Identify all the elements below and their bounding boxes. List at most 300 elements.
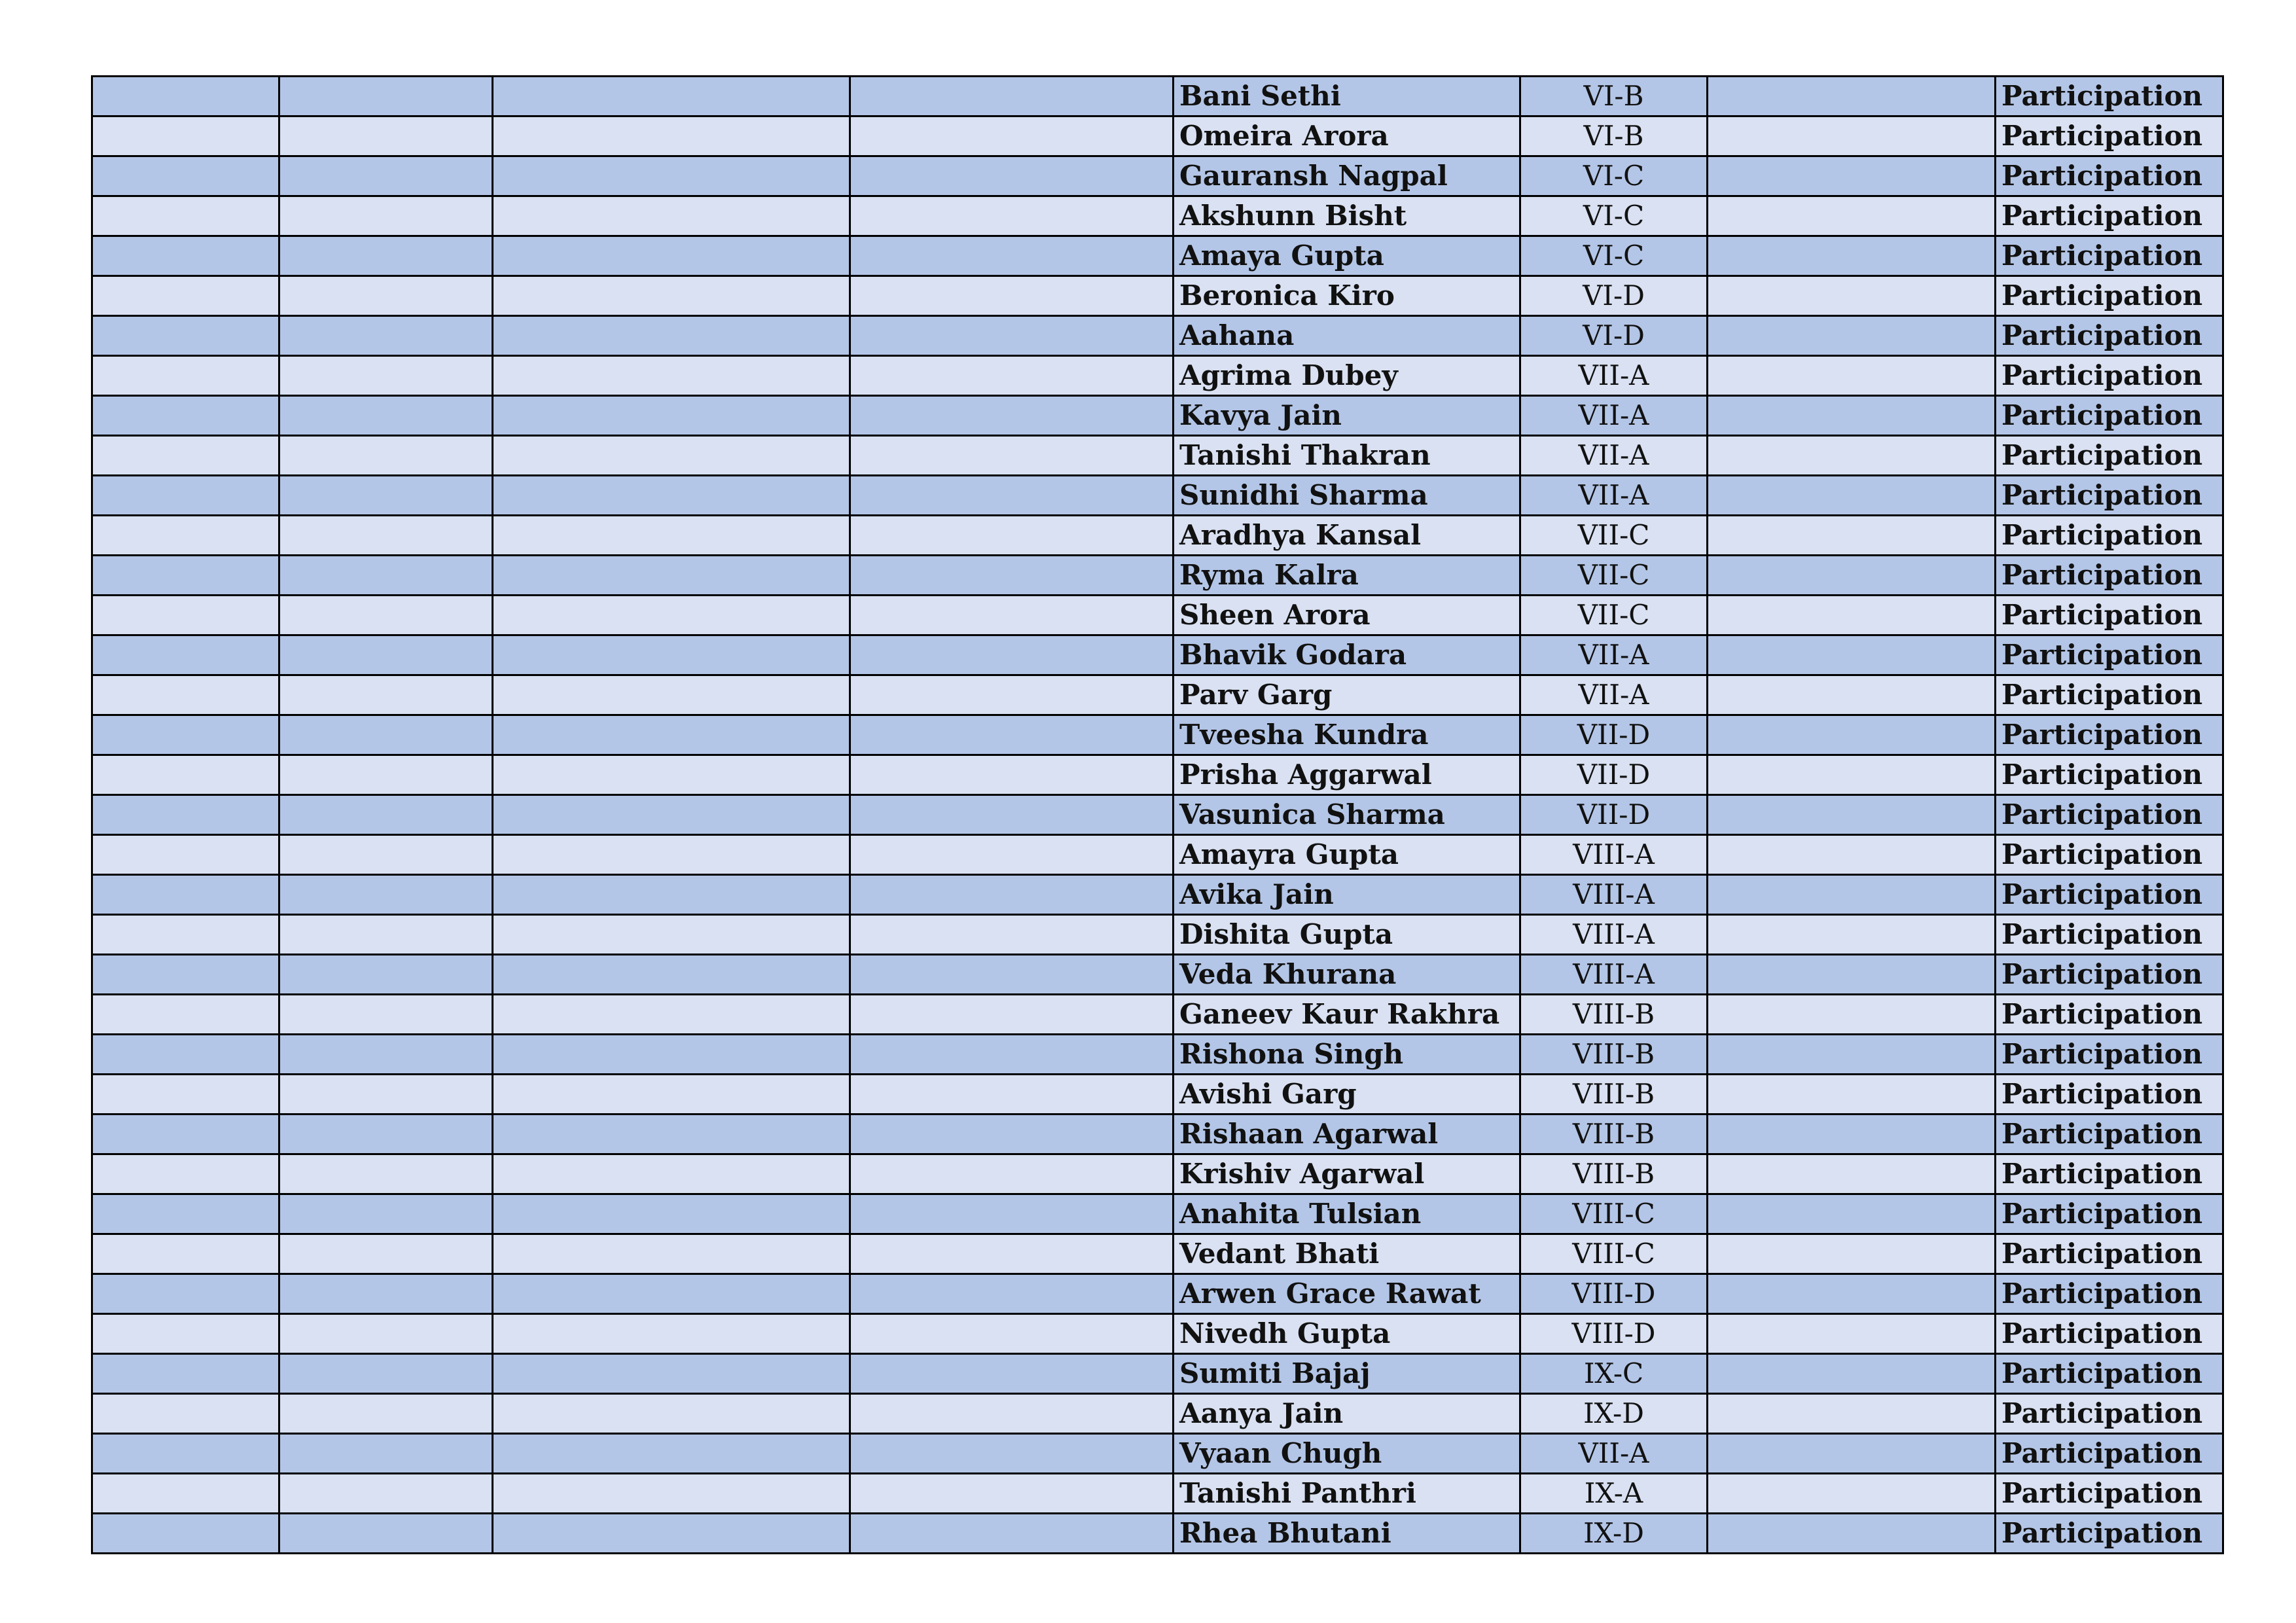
empty-cell bbox=[493, 1035, 850, 1075]
class-section-cell: VI-C bbox=[1520, 236, 1708, 276]
empty-cell bbox=[92, 995, 279, 1035]
result-cell: Participation bbox=[1996, 316, 2223, 356]
class-section-cell: VIII-B bbox=[1520, 995, 1708, 1035]
empty-cell bbox=[1708, 356, 1996, 396]
empty-cell bbox=[493, 635, 850, 675]
empty-cell bbox=[92, 675, 279, 715]
result-cell: Participation bbox=[1996, 596, 2223, 635]
empty-cell bbox=[279, 556, 493, 596]
empty-cell bbox=[1708, 715, 1996, 755]
empty-cell bbox=[1708, 1234, 1996, 1274]
class-section-cell: IX-D bbox=[1520, 1514, 1708, 1554]
student-name-cell: Agrima Dubey bbox=[1174, 356, 1520, 396]
empty-cell bbox=[1708, 436, 1996, 476]
table-row bbox=[92, 995, 2223, 1035]
empty-cell bbox=[850, 1075, 1174, 1115]
empty-cell bbox=[493, 436, 850, 476]
class-section-cell: IX-C bbox=[1520, 1354, 1708, 1394]
student-name-cell: Omeira Arora bbox=[1174, 116, 1520, 156]
empty-cell bbox=[1708, 516, 1996, 556]
class-section-cell: VIII-B bbox=[1520, 1115, 1708, 1154]
empty-cell bbox=[92, 1514, 279, 1554]
result-cell: Participation bbox=[1996, 156, 2223, 196]
empty-cell bbox=[1708, 875, 1996, 915]
table-row bbox=[92, 556, 2223, 596]
result-cell: Participation bbox=[1996, 715, 2223, 755]
empty-cell bbox=[850, 516, 1174, 556]
empty-cell bbox=[1708, 1075, 1996, 1115]
empty-cell bbox=[279, 1274, 493, 1314]
empty-cell bbox=[493, 795, 850, 835]
class-section-cell: VIII-D bbox=[1520, 1274, 1708, 1314]
empty-cell bbox=[92, 915, 279, 955]
empty-cell bbox=[493, 1274, 850, 1314]
empty-cell bbox=[1708, 77, 1996, 116]
empty-cell bbox=[92, 795, 279, 835]
empty-cell bbox=[92, 276, 279, 316]
empty-cell bbox=[1708, 1274, 1996, 1314]
table-row bbox=[92, 516, 2223, 556]
table-row bbox=[92, 436, 2223, 476]
result-cell: Participation bbox=[1996, 1115, 2223, 1154]
empty-cell bbox=[279, 276, 493, 316]
empty-cell bbox=[1708, 675, 1996, 715]
result-cell: Participation bbox=[1996, 1234, 2223, 1274]
class-section-cell: VIII-C bbox=[1520, 1234, 1708, 1274]
empty-cell bbox=[850, 1234, 1174, 1274]
participation-table bbox=[91, 75, 2224, 1554]
empty-cell bbox=[850, 236, 1174, 276]
table-row bbox=[92, 755, 2223, 795]
empty-cell bbox=[850, 1354, 1174, 1394]
empty-cell bbox=[850, 1035, 1174, 1075]
empty-cell bbox=[92, 1075, 279, 1115]
empty-cell bbox=[92, 436, 279, 476]
empty-cell bbox=[493, 396, 850, 436]
empty-cell bbox=[279, 77, 493, 116]
result-cell: Participation bbox=[1996, 1474, 2223, 1514]
empty-cell bbox=[279, 715, 493, 755]
student-name-cell: Dishita Gupta bbox=[1174, 915, 1520, 955]
student-name-cell: Tveesha Kundra bbox=[1174, 715, 1520, 755]
table-row bbox=[92, 915, 2223, 955]
result-cell: Participation bbox=[1996, 276, 2223, 316]
student-name-cell: Bani Sethi bbox=[1174, 77, 1520, 116]
table-row bbox=[92, 1314, 2223, 1354]
empty-cell bbox=[493, 1314, 850, 1354]
table-row bbox=[92, 675, 2223, 715]
result-cell: Participation bbox=[1996, 635, 2223, 675]
empty-cell bbox=[279, 1474, 493, 1514]
class-section-cell: VII-C bbox=[1520, 516, 1708, 556]
empty-cell bbox=[92, 1115, 279, 1154]
empty-cell bbox=[279, 795, 493, 835]
student-name-cell: Rishona Singh bbox=[1174, 1035, 1520, 1075]
empty-cell bbox=[493, 1115, 850, 1154]
empty-cell bbox=[92, 1354, 279, 1394]
empty-cell bbox=[493, 875, 850, 915]
empty-cell bbox=[493, 1394, 850, 1434]
student-name-cell: Avika Jain bbox=[1174, 875, 1520, 915]
empty-cell bbox=[850, 476, 1174, 516]
result-cell: Participation bbox=[1996, 436, 2223, 476]
class-section-cell: VIII-A bbox=[1520, 955, 1708, 995]
empty-cell bbox=[279, 1115, 493, 1154]
empty-cell bbox=[493, 1234, 850, 1274]
empty-cell bbox=[279, 596, 493, 635]
empty-cell bbox=[493, 955, 850, 995]
result-cell: Participation bbox=[1996, 1394, 2223, 1434]
empty-cell bbox=[279, 516, 493, 556]
result-cell: Participation bbox=[1996, 955, 2223, 995]
student-name-cell: Akshunn Bisht bbox=[1174, 196, 1520, 236]
student-name-cell: Arwen Grace Rawat bbox=[1174, 1274, 1520, 1314]
empty-cell bbox=[1708, 116, 1996, 156]
table-row bbox=[92, 1115, 2223, 1154]
empty-cell bbox=[850, 596, 1174, 635]
result-cell: Participation bbox=[1996, 835, 2223, 875]
result-cell: Participation bbox=[1996, 116, 2223, 156]
class-section-cell: VII-C bbox=[1520, 596, 1708, 635]
empty-cell bbox=[279, 1354, 493, 1394]
result-cell: Participation bbox=[1996, 476, 2223, 516]
empty-cell bbox=[92, 596, 279, 635]
empty-cell bbox=[279, 476, 493, 516]
empty-cell bbox=[92, 635, 279, 675]
empty-cell bbox=[850, 156, 1174, 196]
empty-cell bbox=[1708, 635, 1996, 675]
result-cell: Participation bbox=[1996, 196, 2223, 236]
class-section-cell: VIII-B bbox=[1520, 1075, 1708, 1115]
empty-cell bbox=[1708, 396, 1996, 436]
empty-cell bbox=[279, 116, 493, 156]
empty-cell bbox=[493, 675, 850, 715]
empty-cell bbox=[279, 1194, 493, 1234]
student-name-cell: Sunidhi Sharma bbox=[1174, 476, 1520, 516]
empty-cell bbox=[1708, 276, 1996, 316]
empty-cell bbox=[850, 1194, 1174, 1234]
student-name-cell: Avishi Garg bbox=[1174, 1075, 1520, 1115]
student-name-cell: Aradhya Kansal bbox=[1174, 516, 1520, 556]
table-row bbox=[92, 1474, 2223, 1514]
empty-cell bbox=[1708, 156, 1996, 196]
empty-cell bbox=[92, 1274, 279, 1314]
empty-cell bbox=[850, 556, 1174, 596]
student-name-cell: Gauransh Nagpal bbox=[1174, 156, 1520, 196]
empty-cell bbox=[493, 915, 850, 955]
empty-cell bbox=[493, 1194, 850, 1234]
empty-cell bbox=[493, 755, 850, 795]
result-cell: Participation bbox=[1996, 675, 2223, 715]
empty-cell bbox=[850, 875, 1174, 915]
empty-cell bbox=[92, 835, 279, 875]
empty-cell bbox=[850, 915, 1174, 955]
table-body bbox=[92, 77, 2223, 1554]
empty-cell bbox=[279, 875, 493, 915]
empty-cell bbox=[92, 236, 279, 276]
table-row bbox=[92, 1194, 2223, 1234]
table-row bbox=[92, 1075, 2223, 1115]
empty-cell bbox=[850, 1274, 1174, 1314]
table-row bbox=[92, 316, 2223, 356]
class-section-cell: VIII-B bbox=[1520, 1154, 1708, 1194]
empty-cell bbox=[493, 236, 850, 276]
empty-cell bbox=[493, 995, 850, 1035]
empty-cell bbox=[92, 1314, 279, 1354]
empty-cell bbox=[1708, 1035, 1996, 1075]
table-row bbox=[92, 1035, 2223, 1075]
empty-cell bbox=[279, 236, 493, 276]
empty-cell bbox=[1708, 835, 1996, 875]
empty-cell bbox=[1708, 556, 1996, 596]
result-cell: Participation bbox=[1996, 755, 2223, 795]
empty-cell bbox=[92, 1154, 279, 1194]
empty-cell bbox=[850, 1474, 1174, 1514]
empty-cell bbox=[493, 77, 850, 116]
table-row bbox=[92, 1354, 2223, 1394]
class-section-cell: VIII-A bbox=[1520, 835, 1708, 875]
student-name-cell: Tanishi Thakran bbox=[1174, 436, 1520, 476]
student-name-cell: Rishaan Agarwal bbox=[1174, 1115, 1520, 1154]
empty-cell bbox=[279, 1394, 493, 1434]
result-cell: Participation bbox=[1996, 236, 2223, 276]
result-cell: Participation bbox=[1996, 1434, 2223, 1474]
empty-cell bbox=[92, 476, 279, 516]
empty-cell bbox=[1708, 915, 1996, 955]
class-section-cell: VIII-A bbox=[1520, 875, 1708, 915]
table-row bbox=[92, 276, 2223, 316]
empty-cell bbox=[850, 1154, 1174, 1194]
empty-cell bbox=[92, 875, 279, 915]
empty-cell bbox=[850, 116, 1174, 156]
empty-cell bbox=[92, 1035, 279, 1075]
empty-cell bbox=[1708, 1115, 1996, 1154]
table-row bbox=[92, 196, 2223, 236]
table-row bbox=[92, 1274, 2223, 1314]
table-row bbox=[92, 156, 2223, 196]
empty-cell bbox=[493, 516, 850, 556]
empty-cell bbox=[850, 675, 1174, 715]
empty-cell bbox=[92, 715, 279, 755]
empty-cell bbox=[92, 1234, 279, 1274]
empty-cell bbox=[1708, 236, 1996, 276]
empty-cell bbox=[1708, 476, 1996, 516]
student-name-cell: Amayra Gupta bbox=[1174, 835, 1520, 875]
empty-cell bbox=[279, 1035, 493, 1075]
class-section-cell: VII-C bbox=[1520, 556, 1708, 596]
empty-cell bbox=[279, 635, 493, 675]
empty-cell bbox=[279, 356, 493, 396]
table-row bbox=[92, 396, 2223, 436]
empty-cell bbox=[92, 156, 279, 196]
empty-cell bbox=[279, 156, 493, 196]
empty-cell bbox=[850, 955, 1174, 995]
empty-cell bbox=[92, 196, 279, 236]
empty-cell bbox=[92, 1474, 279, 1514]
student-name-cell: Amaya Gupta bbox=[1174, 236, 1520, 276]
table-row bbox=[92, 835, 2223, 875]
table-row bbox=[92, 635, 2223, 675]
table-row bbox=[92, 596, 2223, 635]
table-row bbox=[92, 1154, 2223, 1194]
empty-cell bbox=[850, 795, 1174, 835]
empty-cell bbox=[92, 77, 279, 116]
result-cell: Participation bbox=[1996, 516, 2223, 556]
empty-cell bbox=[493, 715, 850, 755]
empty-cell bbox=[493, 596, 850, 635]
empty-cell bbox=[850, 316, 1174, 356]
empty-cell bbox=[279, 955, 493, 995]
class-section-cell: VII-A bbox=[1520, 1434, 1708, 1474]
empty-cell bbox=[850, 1314, 1174, 1354]
empty-cell bbox=[1708, 1434, 1996, 1474]
result-cell: Participation bbox=[1996, 795, 2223, 835]
empty-cell bbox=[850, 276, 1174, 316]
empty-cell bbox=[493, 276, 850, 316]
table-row bbox=[92, 1514, 2223, 1554]
class-section-cell: VI-D bbox=[1520, 276, 1708, 316]
empty-cell bbox=[1708, 1474, 1996, 1514]
empty-cell bbox=[1708, 1194, 1996, 1234]
table-row bbox=[92, 1434, 2223, 1474]
empty-cell bbox=[279, 436, 493, 476]
result-cell: Participation bbox=[1996, 1274, 2223, 1314]
class-section-cell: VII-A bbox=[1520, 396, 1708, 436]
empty-cell bbox=[493, 1354, 850, 1394]
empty-cell bbox=[92, 516, 279, 556]
empty-cell bbox=[850, 436, 1174, 476]
empty-cell bbox=[850, 356, 1174, 396]
empty-cell bbox=[92, 556, 279, 596]
result-cell: Participation bbox=[1996, 396, 2223, 436]
empty-cell bbox=[850, 835, 1174, 875]
empty-cell bbox=[850, 396, 1174, 436]
student-name-cell: Sheen Arora bbox=[1174, 596, 1520, 635]
class-section-cell: VIII-B bbox=[1520, 1035, 1708, 1075]
empty-cell bbox=[279, 1434, 493, 1474]
empty-cell bbox=[1708, 1394, 1996, 1434]
empty-cell bbox=[1708, 596, 1996, 635]
empty-cell bbox=[493, 1514, 850, 1554]
empty-cell bbox=[279, 1514, 493, 1554]
class-section-cell: VII-A bbox=[1520, 476, 1708, 516]
class-section-cell: VI-C bbox=[1520, 156, 1708, 196]
empty-cell bbox=[279, 316, 493, 356]
empty-cell bbox=[850, 196, 1174, 236]
table-row bbox=[92, 77, 2223, 116]
empty-cell bbox=[92, 1394, 279, 1434]
class-section-cell: VII-D bbox=[1520, 715, 1708, 755]
result-cell: Participation bbox=[1996, 1154, 2223, 1194]
empty-cell bbox=[279, 1075, 493, 1115]
student-name-cell: Aanya Jain bbox=[1174, 1394, 1520, 1434]
empty-cell bbox=[1708, 1354, 1996, 1394]
student-name-cell: Tanishi Panthri bbox=[1174, 1474, 1520, 1514]
empty-cell bbox=[92, 955, 279, 995]
class-section-cell: VI-B bbox=[1520, 116, 1708, 156]
empty-cell bbox=[493, 1075, 850, 1115]
class-section-cell: VII-A bbox=[1520, 635, 1708, 675]
empty-cell bbox=[92, 1434, 279, 1474]
empty-cell bbox=[850, 635, 1174, 675]
result-cell: Participation bbox=[1996, 77, 2223, 116]
student-name-cell: Parv Garg bbox=[1174, 675, 1520, 715]
empty-cell bbox=[493, 116, 850, 156]
empty-cell bbox=[493, 476, 850, 516]
result-cell: Participation bbox=[1996, 1035, 2223, 1075]
result-cell: Participation bbox=[1996, 995, 2223, 1035]
table-row bbox=[92, 236, 2223, 276]
table-row bbox=[92, 1394, 2223, 1434]
result-cell: Participation bbox=[1996, 875, 2223, 915]
result-cell: Participation bbox=[1996, 1354, 2223, 1394]
result-cell: Participation bbox=[1996, 556, 2223, 596]
class-section-cell: VI-D bbox=[1520, 316, 1708, 356]
table-row bbox=[92, 875, 2223, 915]
empty-cell bbox=[850, 1514, 1174, 1554]
table-row bbox=[92, 116, 2223, 156]
empty-cell bbox=[279, 196, 493, 236]
empty-cell bbox=[493, 316, 850, 356]
student-name-cell: Nivedh Gupta bbox=[1174, 1314, 1520, 1354]
result-cell: Participation bbox=[1996, 1514, 2223, 1554]
table-row bbox=[92, 715, 2223, 755]
student-name-cell: Vyaan Chugh bbox=[1174, 1434, 1520, 1474]
student-name-cell: Sumiti Bajaj bbox=[1174, 1354, 1520, 1394]
empty-cell bbox=[1708, 795, 1996, 835]
empty-cell bbox=[493, 1434, 850, 1474]
table-row bbox=[92, 795, 2223, 835]
empty-cell bbox=[92, 356, 279, 396]
result-cell: Participation bbox=[1996, 1075, 2223, 1115]
student-name-cell: Prisha Aggarwal bbox=[1174, 755, 1520, 795]
table-row bbox=[92, 955, 2223, 995]
student-name-cell: Beronica Kiro bbox=[1174, 276, 1520, 316]
table-row bbox=[92, 356, 2223, 396]
student-name-cell: Anahita Tulsian bbox=[1174, 1194, 1520, 1234]
student-name-cell: Aahana bbox=[1174, 316, 1520, 356]
empty-cell bbox=[1708, 316, 1996, 356]
empty-cell bbox=[1708, 1514, 1996, 1554]
student-name-cell: Rhea Bhutani bbox=[1174, 1514, 1520, 1554]
empty-cell bbox=[279, 1154, 493, 1194]
student-name-cell: Veda Khurana bbox=[1174, 955, 1520, 995]
empty-cell bbox=[92, 1194, 279, 1234]
empty-cell bbox=[493, 1154, 850, 1194]
result-cell: Participation bbox=[1996, 915, 2223, 955]
empty-cell bbox=[1708, 1154, 1996, 1194]
empty-cell bbox=[92, 755, 279, 795]
class-section-cell: VIII-A bbox=[1520, 915, 1708, 955]
empty-cell bbox=[493, 1474, 850, 1514]
empty-cell bbox=[850, 1115, 1174, 1154]
empty-cell bbox=[850, 995, 1174, 1035]
table-row bbox=[92, 476, 2223, 516]
class-section-cell: VII-D bbox=[1520, 795, 1708, 835]
table-row bbox=[92, 1234, 2223, 1274]
empty-cell bbox=[279, 1314, 493, 1354]
class-section-cell: VIII-C bbox=[1520, 1194, 1708, 1234]
empty-cell bbox=[279, 835, 493, 875]
class-section-cell: VI-C bbox=[1520, 196, 1708, 236]
student-name-cell: Ryma Kalra bbox=[1174, 556, 1520, 596]
empty-cell bbox=[493, 835, 850, 875]
empty-cell bbox=[1708, 955, 1996, 995]
empty-cell bbox=[1708, 1314, 1996, 1354]
empty-cell bbox=[92, 396, 279, 436]
student-name-cell: Vasunica Sharma bbox=[1174, 795, 1520, 835]
class-section-cell: VII-A bbox=[1520, 675, 1708, 715]
